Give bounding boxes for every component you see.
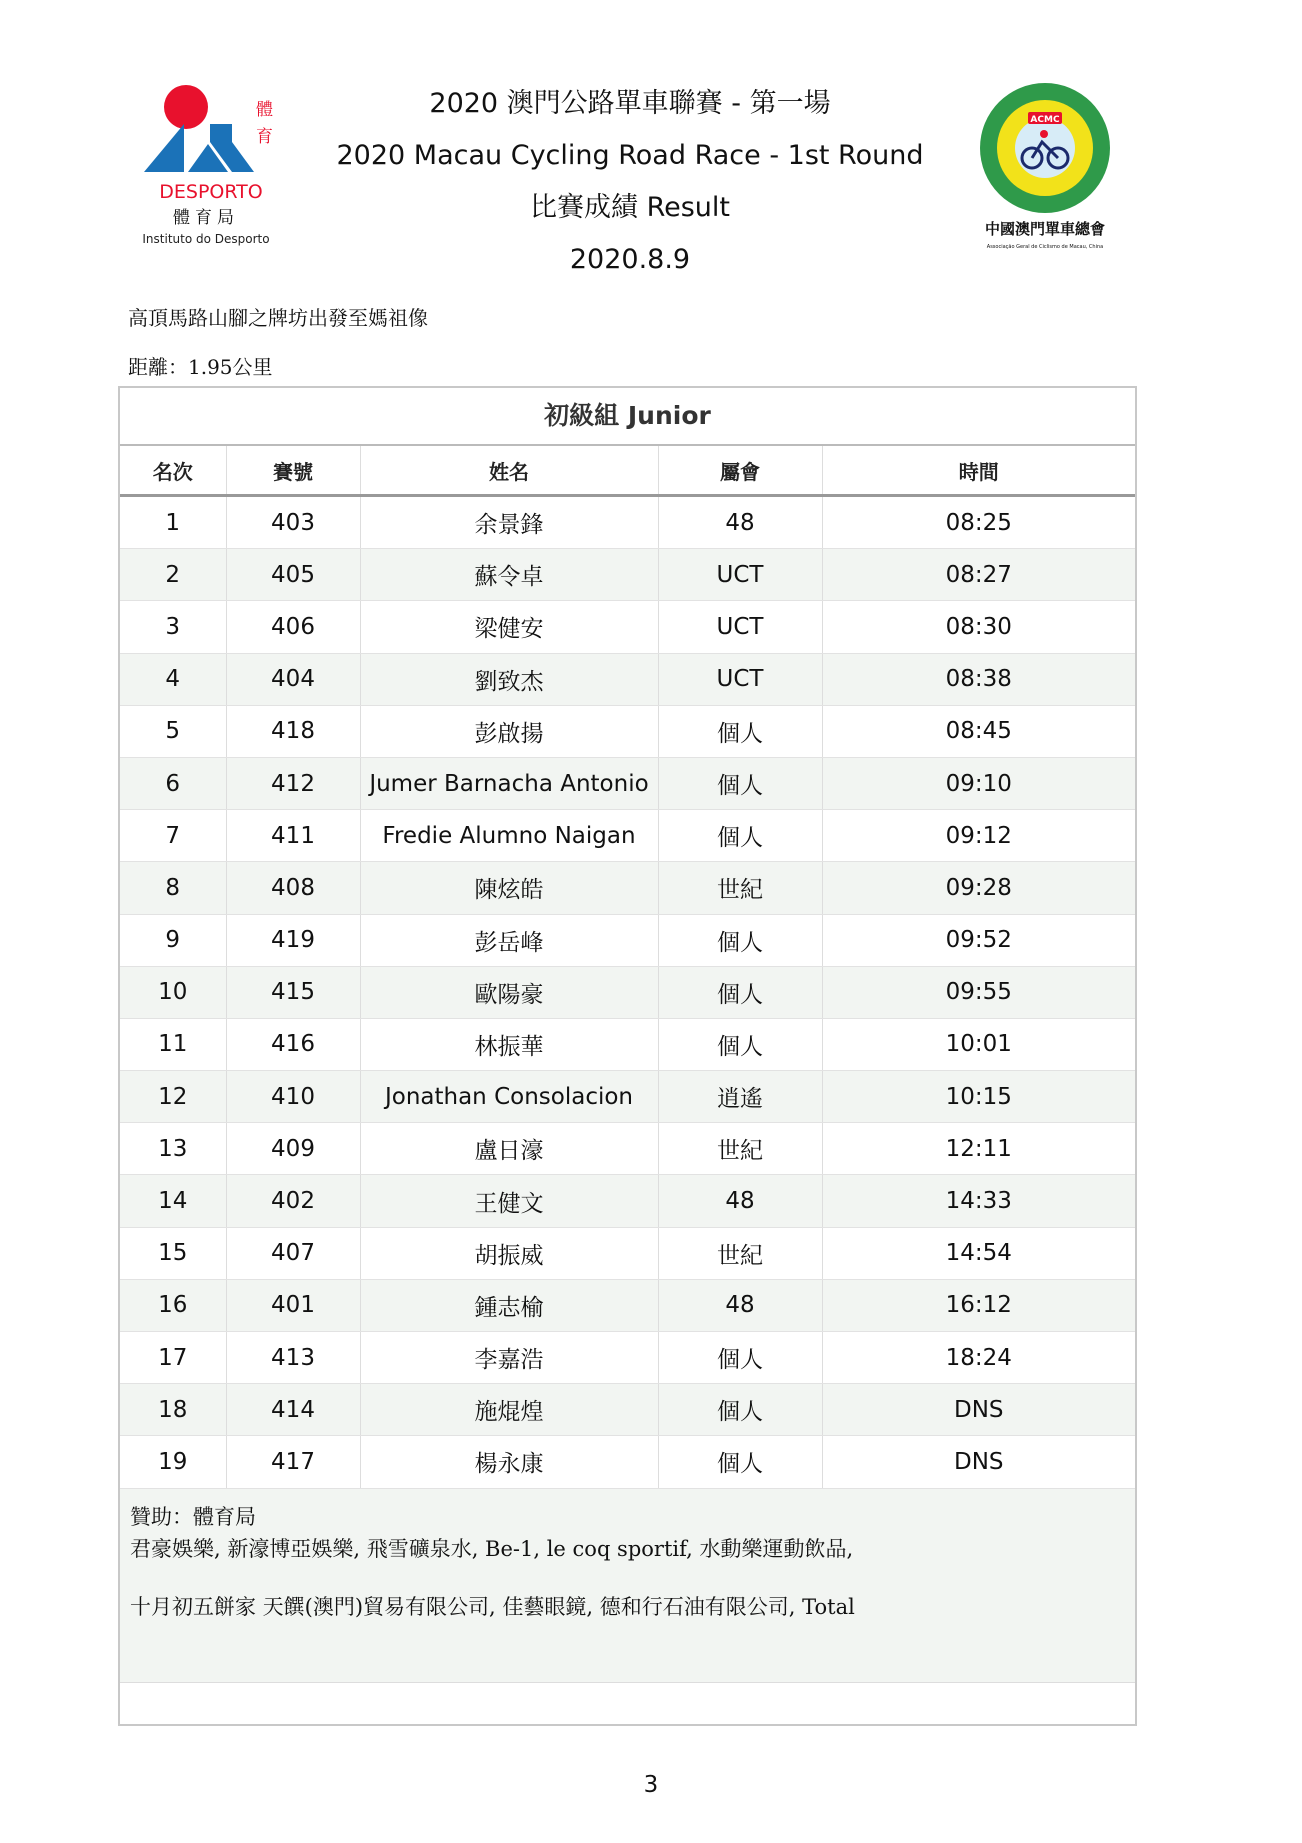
rank-cell: 6: [120, 757, 226, 809]
time-cell: 14:54: [822, 1227, 1135, 1279]
time-cell: 09:55: [822, 966, 1135, 1018]
sponsor-line-2: 君豪娛樂, 新濠博亞娛樂, 飛雪礦泉水, Be-1, le coq sportif, 水動樂運動飲品,: [130, 1536, 854, 1561]
table-row: [120, 1384, 1135, 1436]
club-cell: 世紀: [658, 1227, 822, 1279]
club-cell: 逍遙: [658, 1071, 822, 1123]
rank-cell: 17: [120, 1332, 226, 1384]
table-row: [120, 810, 1135, 862]
table-row: [120, 496, 1135, 549]
club-cell: 世紀: [658, 1123, 822, 1175]
rank-cell: 2: [120, 549, 226, 601]
rider-name-cell: 歐陽豪: [360, 966, 658, 1018]
subtitle-result: 比賽成績 Result: [529, 192, 730, 223]
rider-name-cell: 胡振威: [360, 1227, 658, 1279]
rider-name-cell: 施焜煌: [360, 1384, 658, 1436]
rider-name-cell: 余景鋒: [360, 496, 658, 549]
rider-name-cell: 盧日濠: [360, 1123, 658, 1175]
bib-number-cell: 414: [226, 1384, 360, 1436]
bib-number-cell: 411: [226, 810, 360, 862]
rank-cell: 1: [120, 496, 226, 549]
rider-name-cell: 彭啟揚: [360, 705, 658, 757]
table-row: [120, 1436, 1135, 1488]
time-cell: 12:11: [822, 1123, 1135, 1175]
rider-name-cell: 彭岳峰: [360, 914, 658, 966]
rider-name-cell: 王健文: [360, 1175, 658, 1227]
table-row: [120, 1175, 1135, 1227]
table-row: [120, 1071, 1135, 1123]
title-english: 2020 Macau Cycling Road Race - 1st Round: [336, 140, 924, 171]
bib-number-cell: 412: [226, 757, 360, 809]
results-table: [120, 446, 1135, 1489]
club-cell: UCT: [658, 601, 822, 653]
time-cell: 09:52: [822, 914, 1135, 966]
rider-name-cell: 林振華: [360, 1018, 658, 1070]
rider-name-cell: 楊永康: [360, 1436, 658, 1488]
column-header-time: 時間: [822, 446, 1135, 496]
rank-cell: 15: [120, 1227, 226, 1279]
bib-number-cell: 416: [226, 1018, 360, 1070]
club-cell: 個人: [658, 1436, 822, 1488]
rank-cell: 5: [120, 705, 226, 757]
table-row: [120, 1227, 1135, 1279]
bib-number-cell: 404: [226, 653, 360, 705]
bib-number-cell: 403: [226, 496, 360, 549]
bib-number-cell: 417: [226, 1436, 360, 1488]
rank-cell: 13: [120, 1123, 226, 1175]
svg-text:Instituto do Desporto: Instituto do Desporto: [142, 232, 270, 246]
club-cell: 48: [658, 496, 822, 549]
time-cell: 10:15: [822, 1071, 1135, 1123]
table-header-row: [120, 446, 1135, 496]
page-number: 3: [643, 1772, 659, 1798]
bib-number-cell: 401: [226, 1279, 360, 1331]
rider-name-cell: 李嘉浩: [360, 1332, 658, 1384]
document-header: [280, 78, 980, 286]
bib-number-cell: 410: [226, 1071, 360, 1123]
rank-cell: 16: [120, 1279, 226, 1331]
bicycle-emblem-icon: [970, 82, 1130, 252]
table-row: [120, 862, 1135, 914]
time-cell: 10:01: [822, 1018, 1135, 1070]
club-cell: 世紀: [658, 862, 822, 914]
rider-name-cell: Jonathan Consolacion: [360, 1071, 658, 1123]
svg-text:ACMC: ACMC: [1030, 115, 1060, 125]
club-cell: 個人: [658, 1332, 822, 1384]
bib-number-cell: 415: [226, 966, 360, 1018]
rider-name-cell: 陳炫皓: [360, 862, 658, 914]
event-date: 2020.8.9: [569, 244, 691, 275]
club-cell: 個人: [658, 1018, 822, 1070]
time-cell: 08:27: [822, 549, 1135, 601]
club-cell: 個人: [658, 1384, 822, 1436]
table-row: [120, 757, 1135, 809]
table-row: [120, 601, 1135, 653]
route-description: 高頂馬路山腳之牌坊出發至媽祖像: [128, 306, 428, 330]
rank-cell: 18: [120, 1384, 226, 1436]
club-cell: UCT: [658, 549, 822, 601]
club-cell: 48: [658, 1175, 822, 1227]
table-row: [120, 653, 1135, 705]
svg-text:Associação Geral de Ciclismo d: Associação Geral de Ciclismo de Macau, China: [986, 244, 1104, 250]
rank-cell: 14: [120, 1175, 226, 1227]
svg-text:體育局: 體育局: [173, 208, 239, 228]
time-cell: DNS: [822, 1384, 1135, 1436]
time-cell: 09:10: [822, 757, 1135, 809]
sponsor-section: [120, 1489, 1135, 1683]
rider-name-cell: Fredie Alumno Naigan: [360, 810, 658, 862]
svg-text:育: 育: [256, 127, 273, 147]
column-header-rank: 名次: [120, 446, 226, 496]
svg-text:體: 體: [256, 100, 273, 120]
rider-name-cell: Jumer Barnacha Antonio: [360, 757, 658, 809]
sports-bureau-logo: [136, 82, 286, 252]
group-title: 初級組 Junior: [120, 388, 1135, 446]
cycling-association-logo: [970, 82, 1130, 252]
club-cell: 個人: [658, 757, 822, 809]
time-cell: 18:24: [822, 1332, 1135, 1384]
time-cell: 16:12: [822, 1279, 1135, 1331]
bib-number-cell: 402: [226, 1175, 360, 1227]
time-cell: DNS: [822, 1436, 1135, 1488]
club-cell: 個人: [658, 966, 822, 1018]
rider-name-cell: 鍾志榆: [360, 1279, 658, 1331]
club-cell: 個人: [658, 705, 822, 757]
rank-cell: 10: [120, 966, 226, 1018]
rider-name-cell: 劉致杰: [360, 653, 658, 705]
table-row: [120, 1279, 1135, 1331]
time-cell: 08:38: [822, 653, 1135, 705]
bib-number-cell: 405: [226, 549, 360, 601]
table-row: [120, 914, 1135, 966]
title-chinese: 2020 澳門公路單車聯賽 - 第一場: [429, 88, 831, 119]
results-panel: [118, 386, 1137, 1726]
table-row: [120, 1018, 1135, 1070]
time-cell: 08:45: [822, 705, 1135, 757]
rider-name-cell: 梁健安: [360, 601, 658, 653]
table-row: [120, 1123, 1135, 1175]
bib-number-cell: 407: [226, 1227, 360, 1279]
table-row: [120, 705, 1135, 757]
column-header-club: 屬會: [658, 446, 822, 496]
club-cell: 個人: [658, 914, 822, 966]
bib-number-cell: 419: [226, 914, 360, 966]
table-row: [120, 966, 1135, 1018]
column-header-name: 姓名: [360, 446, 658, 496]
club-cell: 48: [658, 1279, 822, 1331]
time-cell: 08:25: [822, 496, 1135, 549]
time-cell: 09:28: [822, 862, 1135, 914]
club-cell: 個人: [658, 810, 822, 862]
bib-number-cell: 409: [226, 1123, 360, 1175]
sports-bureau-emblem-icon: [136, 82, 286, 252]
svg-text:DESPORTO: DESPORTO: [159, 181, 263, 203]
sponsor-line-3: 十月初五餅家 天饌(澳門)貿易有限公司, 佳藝眼鏡, 德和行石油有限公司, Total: [130, 1594, 855, 1619]
bib-number-cell: 413: [226, 1332, 360, 1384]
race-distance: 距離：1.95公里: [128, 355, 273, 379]
sponsor-line-1: 贊助：體育局: [130, 1504, 256, 1529]
table-row: [120, 1332, 1135, 1384]
rank-cell: 12: [120, 1071, 226, 1123]
time-cell: 08:30: [822, 601, 1135, 653]
rank-cell: 19: [120, 1436, 226, 1488]
svg-text:中國澳門單車總會: 中國澳門單車總會: [984, 220, 1106, 238]
club-cell: UCT: [658, 653, 822, 705]
bib-number-cell: 408: [226, 862, 360, 914]
rank-cell: 8: [120, 862, 226, 914]
rank-cell: 11: [120, 1018, 226, 1070]
column-header-number: 賽號: [226, 446, 360, 496]
rank-cell: 9: [120, 914, 226, 966]
time-cell: 09:12: [822, 810, 1135, 862]
rank-cell: 3: [120, 601, 226, 653]
bib-number-cell: 418: [226, 705, 360, 757]
rider-name-cell: 蘇令卓: [360, 549, 658, 601]
rank-cell: 7: [120, 810, 226, 862]
time-cell: 14:33: [822, 1175, 1135, 1227]
rank-cell: 4: [120, 653, 226, 705]
table-row: [120, 549, 1135, 601]
bib-number-cell: 406: [226, 601, 360, 653]
